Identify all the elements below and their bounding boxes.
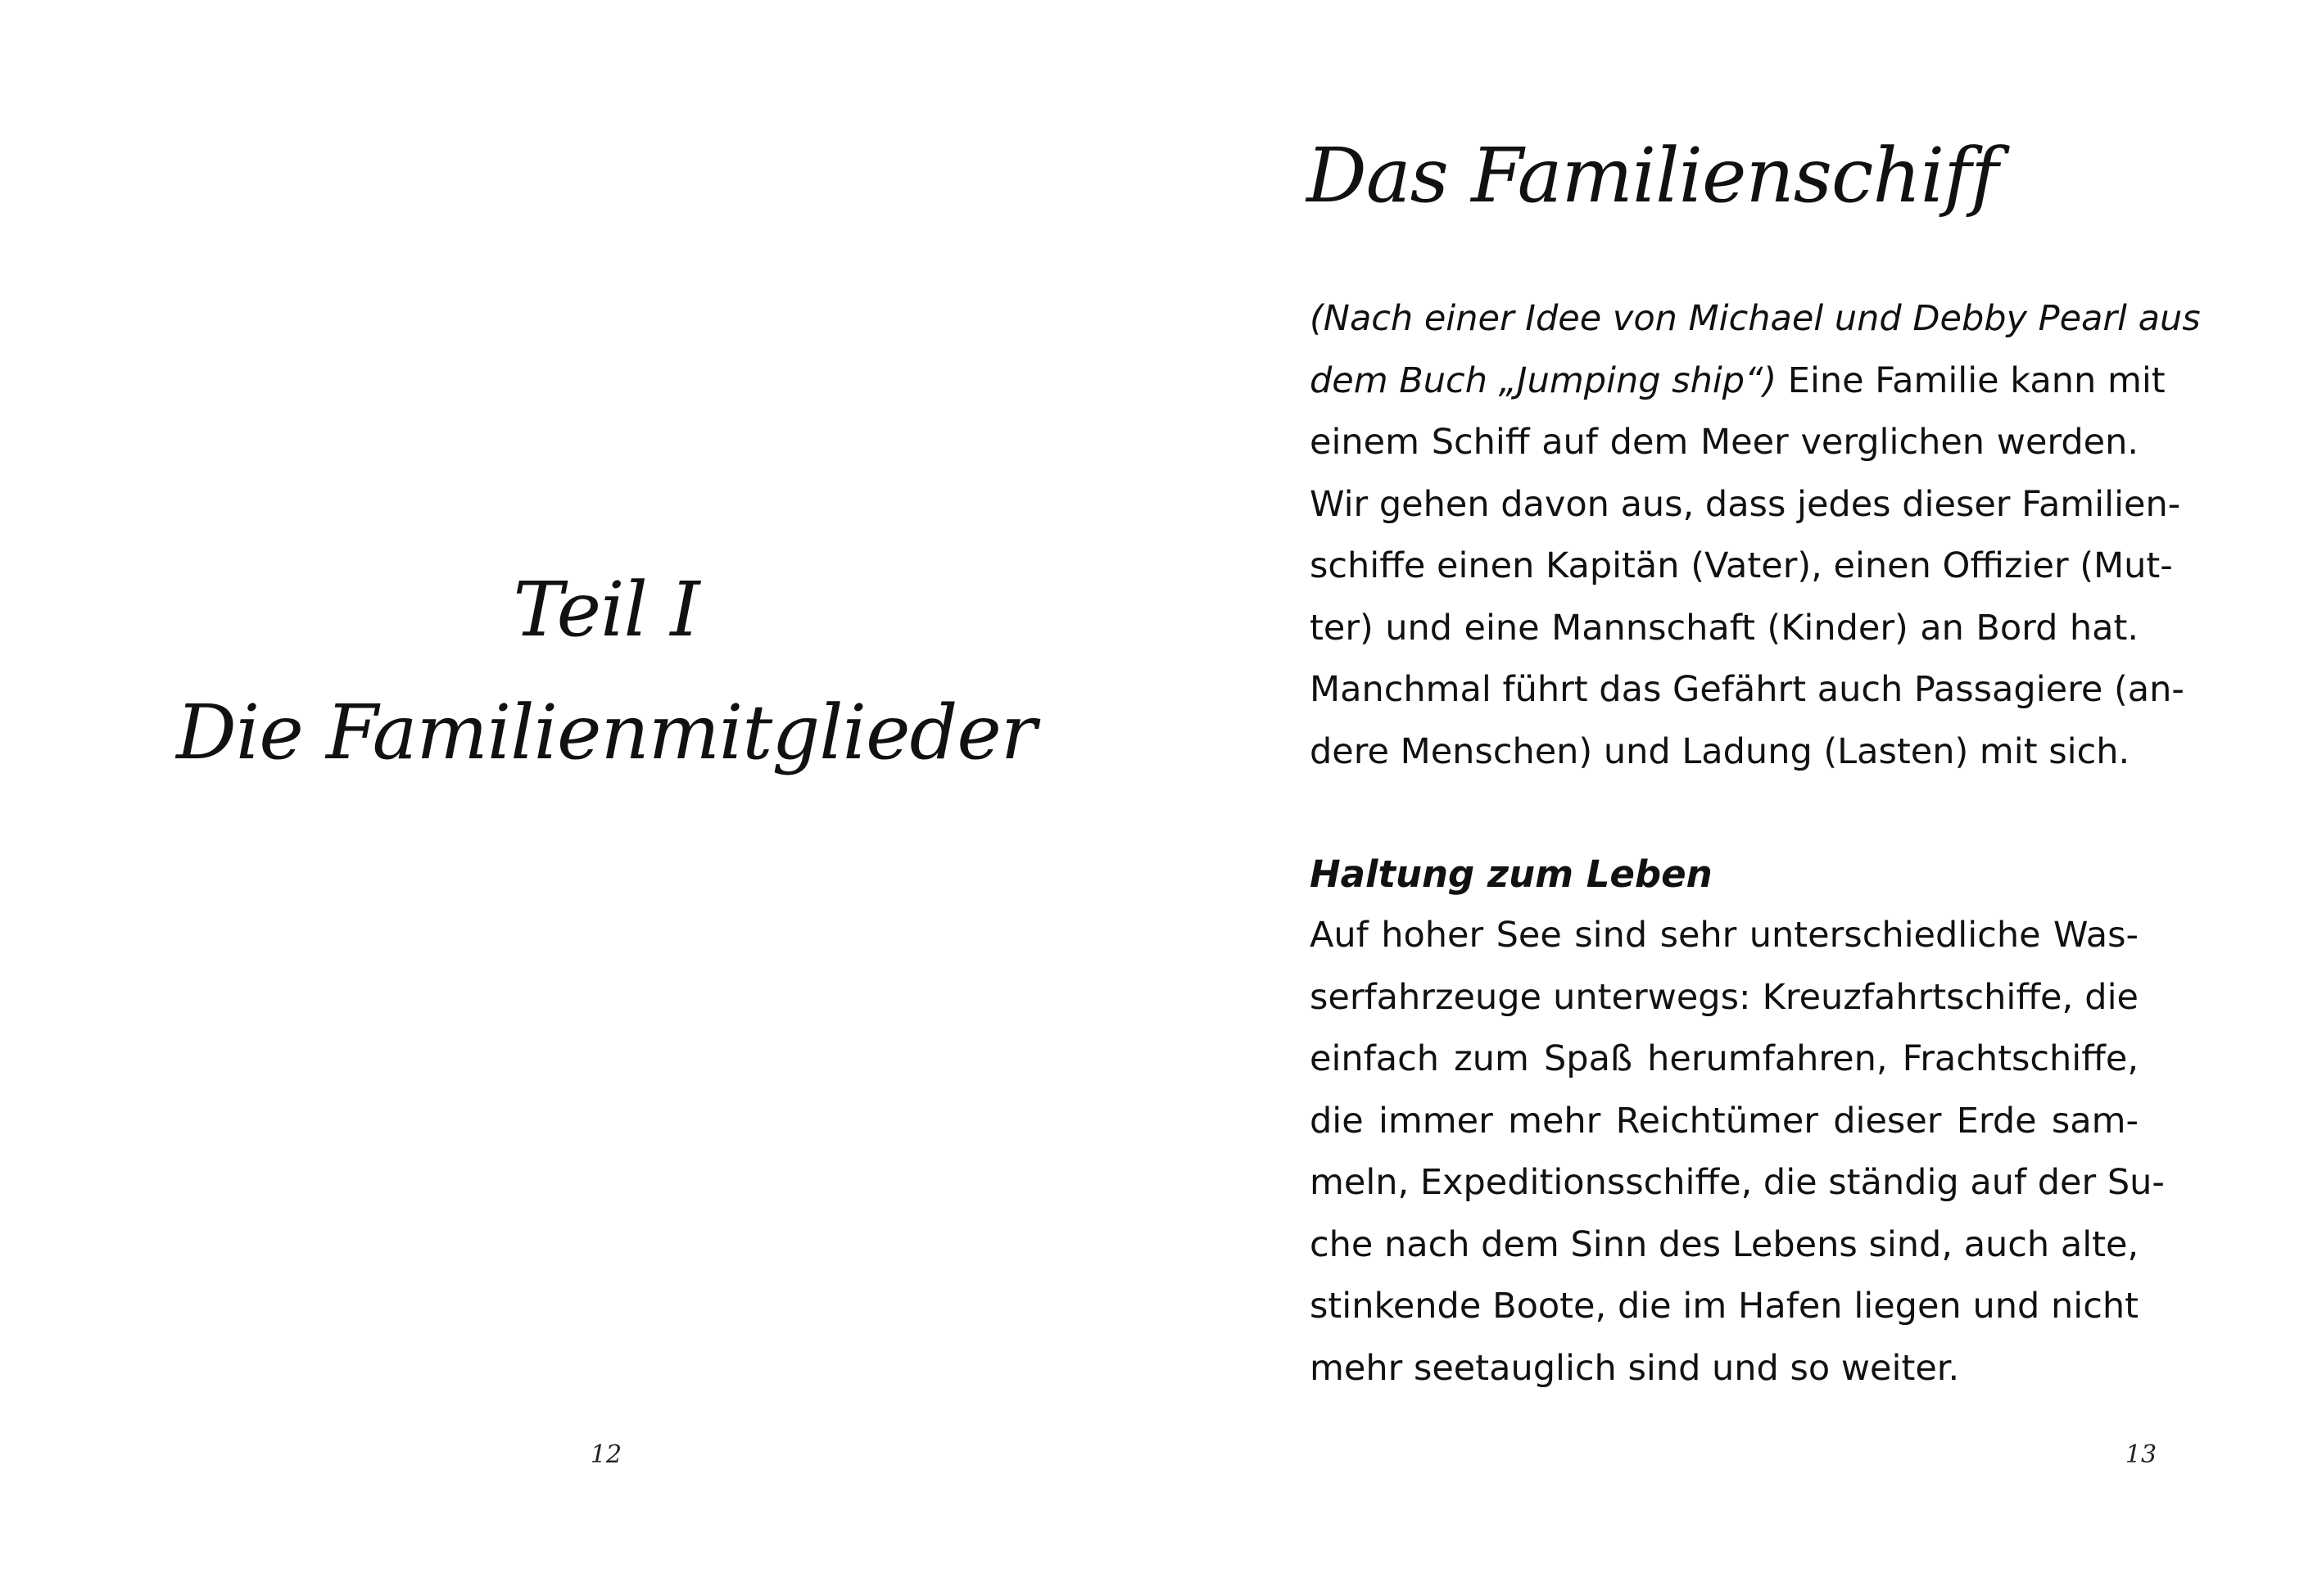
section-line-1: Auf hoher See sind sehr unterschiedliche Was- (1310, 915, 2139, 956)
chapter-title: Das Familienschiff (1306, 132, 1998, 219)
intro-line-4: Wir gehen davon aus, dass jedes dieser Familien- (1310, 483, 2181, 525)
intro-paragraph (1310, 288, 2201, 783)
intro-line-3: einem Schiff auf dem Meer verglichen werden. (1310, 422, 2139, 463)
page-number-left: 12 (590, 1440, 622, 1469)
intro-line-1: (Nach einer Idee von Michael und Debby Pearl aus (1310, 298, 2201, 339)
section-line-2: serfahrzeuge unterwegs: Kreuzfahrtschiffe, die (1310, 976, 2139, 1018)
intro-line-7: Manchmal führt das Gefährt auch Passagiere (an- (1310, 669, 2184, 710)
section-line-4: die immer mehr Reichtümer dieser Erde sam- (1310, 1100, 2139, 1142)
intro-citation: dem Buch „Jumping ship“) (1310, 359, 1777, 401)
intro-line-2 (1310, 350, 2166, 413)
section-paragraph (1310, 905, 2165, 1399)
section-line-3: einfach zum Spaß herumfahren, Frachtschiffe, (1310, 1038, 2139, 1079)
section-heading: Haltung zum Leben (1310, 852, 1713, 896)
intro-line-8: dere Menschen) und Ladung (Lasten) mit sich. (1310, 730, 2130, 772)
intro-line-5: schiffe einen Kapitän (Vater), einen Offizier (Mut- (1310, 545, 2173, 586)
right-page (1161, 0, 2322, 1596)
intro-line-6: ter) und eine Mannschaft (Kinder) an Bord hat. (1310, 607, 2139, 649)
intro-line-2-rest: Eine Familie kann mit (1777, 359, 2166, 401)
section-line-6: che nach dem Sinn des Lebens sind, auch alte, (1310, 1223, 2139, 1265)
section-line-5: meln, Expeditionsschiffe, die ständig auf der Su- (1310, 1162, 2165, 1203)
part-label: Teil I (513, 566, 699, 653)
section-line-7: stinkende Boote, die im Hafen liegen und nicht (1310, 1286, 2139, 1327)
part-title: Die Familienmitglieder (176, 689, 1036, 776)
section-line-8: mehr seetauglich sind und so weiter. (1310, 1347, 1960, 1389)
page-number-right: 13 (2125, 1440, 2157, 1469)
